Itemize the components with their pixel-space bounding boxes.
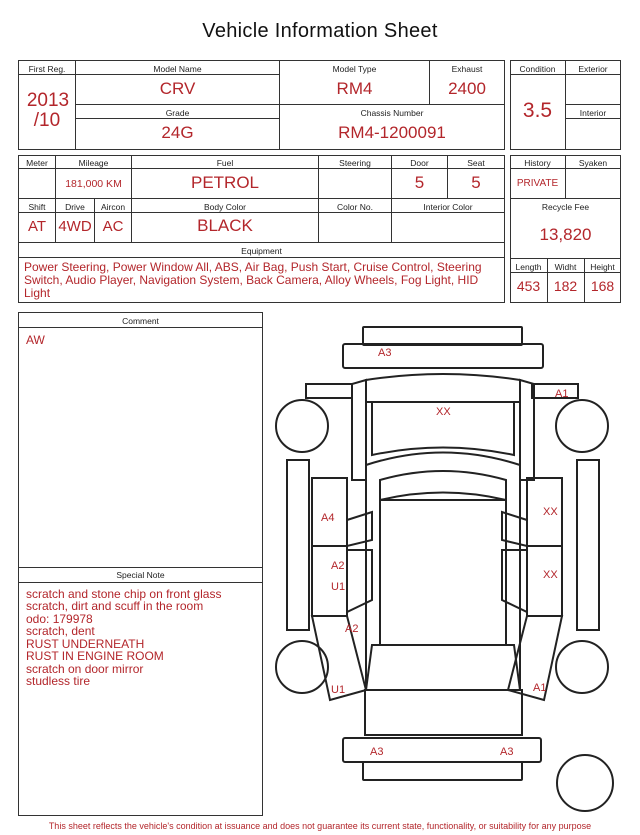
height-value: 168 — [590, 278, 615, 294]
meter-label: Meter — [26, 158, 48, 168]
interior-label: Interior — [579, 108, 607, 118]
condition-label: Condition — [519, 64, 556, 74]
history-label: History — [524, 158, 551, 168]
equipment-text: Power Steering, Power Window All, ABS, Air Bag, Push Start, Cruise Control, Steering Switch, Audio Player, Navigation System, Back Camera, Alloy Wheels, Fog Light, HID Light — [24, 260, 482, 300]
condition-value: 3.5 — [522, 99, 553, 122]
first-reg-month: /10 — [33, 110, 61, 131]
mileage-label: Mileage — [78, 158, 109, 168]
fuel-label: Fuel — [216, 158, 234, 168]
history-value: PRIVATE — [516, 178, 559, 189]
mark-right-rear-door: XX — [543, 569, 558, 581]
mark-front-bumper: A3 — [378, 347, 392, 359]
color-no-label: Color No. — [337, 202, 373, 212]
length-label: Length — [515, 262, 542, 272]
comment-label: Comment — [122, 316, 159, 326]
aircon-label: Aircon — [100, 202, 126, 212]
drive-label: Drive — [65, 202, 85, 212]
body-color-value: BLACK — [197, 216, 253, 235]
steering-label: Steering — [339, 158, 371, 168]
shift-value: AT — [27, 218, 47, 235]
mileage-value: 181,000 KM — [65, 178, 122, 190]
exterior-label: Exterior — [578, 64, 608, 74]
seat-value: 5 — [471, 173, 481, 192]
special-note-label: Special Note — [116, 570, 165, 580]
width-label: Widht — [554, 262, 577, 272]
special-note-line: scratch and stone chip on front glass — [26, 587, 222, 601]
model-name-label: Model Name — [153, 64, 202, 74]
model-name-value: CRV — [159, 79, 196, 98]
drive-value: 4WD — [58, 218, 92, 235]
chassis-value: RM4-1200091 — [338, 123, 446, 142]
special-note-line: RUST UNDERNEATH — [26, 637, 145, 651]
recycle-fee-label: Recycle Fee — [541, 202, 590, 212]
mark-rear-bumper-right: A3 — [500, 746, 514, 758]
footer-disclaimer: This sheet reflects the vehicle's condition at issuance and does not guarantee its current state, functionality, or suitability for any purpose — [48, 821, 592, 831]
syaken-label: Syaken — [578, 158, 608, 168]
special-note-line: odo: 179978 — [26, 612, 93, 626]
door-label: Door — [410, 158, 429, 168]
comment-text: AW — [26, 333, 45, 347]
exhaust-label: Exhaust — [451, 64, 483, 74]
page-title: Vehicle Information Sheet — [202, 20, 438, 42]
body-color-label: Body Color — [203, 202, 247, 212]
equipment-label: Equipment — [241, 246, 282, 256]
mark-front-right: A1 — [555, 388, 569, 400]
mark-right-front-door: XX — [543, 506, 558, 518]
door-value: 5 — [414, 173, 425, 192]
length-value: 453 — [516, 278, 541, 294]
special-note-line: scratch, dirt and scuff in the room — [26, 599, 204, 613]
special-note-line: scratch on door mirror — [26, 662, 144, 676]
first-reg-year: 2013 — [26, 90, 70, 111]
model-type-value: RM4 — [336, 79, 373, 98]
model-type-label: Model Type — [332, 64, 377, 74]
special-note-line: studless tire — [26, 674, 91, 688]
fuel-value: PETROL — [190, 173, 260, 192]
mark-rear-bumper-left: A3 — [370, 746, 384, 758]
mark-hood: XX — [436, 406, 451, 418]
shift-label: Shift — [28, 202, 46, 212]
exhaust-value: 2400 — [448, 79, 486, 98]
chassis-label: Chassis Number — [360, 108, 424, 118]
grade-label: Grade — [165, 108, 190, 118]
mark-left-rear-door-b: U1 — [331, 581, 346, 593]
car-damage-diagram — [270, 318, 630, 818]
aircon-value: AC — [102, 218, 124, 235]
mark-left-rear-door-a: A2 — [331, 560, 345, 572]
special-note-line: RUST IN ENGINE ROOM — [26, 649, 164, 663]
comment-box — [18, 312, 263, 568]
first-reg-label: First Reg. — [28, 64, 66, 74]
width-value: 182 — [553, 278, 578, 294]
mark-right-rear: A1 — [533, 682, 547, 694]
mark-left-rear: U1 — [331, 684, 346, 696]
interior-color-label: Interior Color — [423, 202, 473, 212]
seat-label: Seat — [467, 158, 485, 168]
mark-left-front-door: A4 — [321, 512, 335, 524]
height-label: Height — [590, 262, 615, 272]
special-note-line: scratch, dent — [26, 624, 95, 638]
mark-left-rear-quarter: A2 — [345, 623, 359, 635]
recycle-fee-value: 13,820 — [539, 225, 592, 244]
grade-value: 24G — [161, 123, 194, 142]
